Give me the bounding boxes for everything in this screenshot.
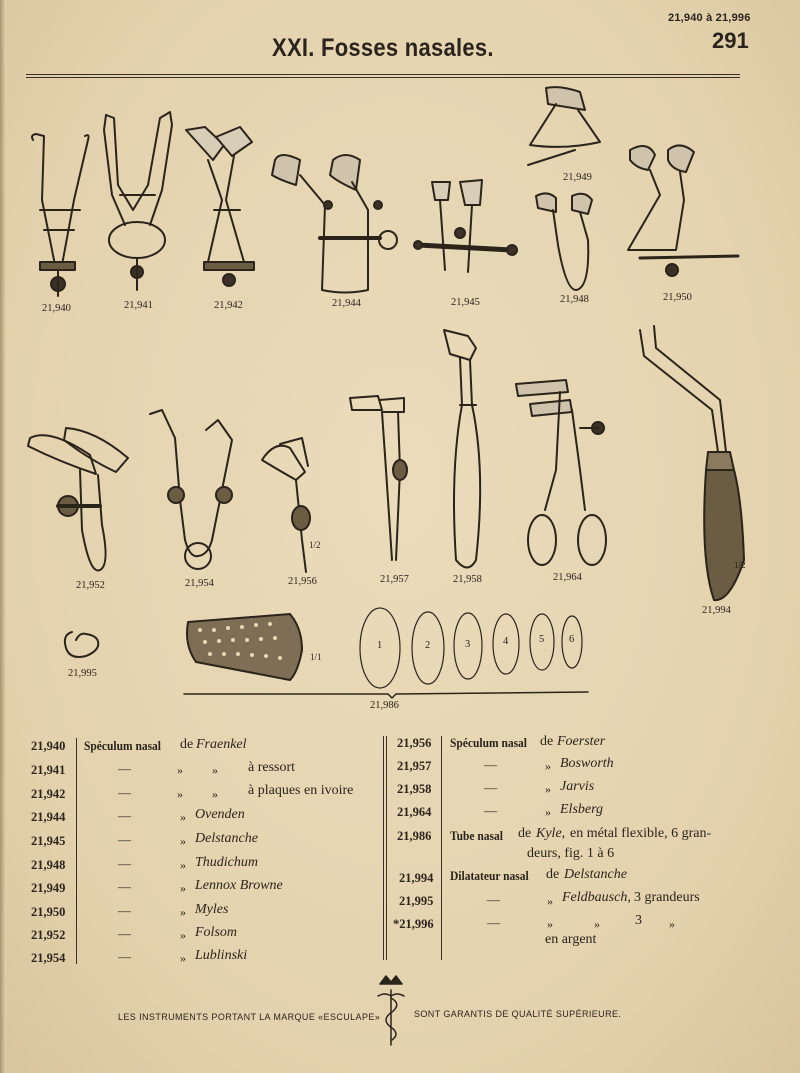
tube-size-number: 6 [569,634,575,645]
figure-label: 21,956 [288,576,317,587]
tube-kyle-drawing [187,614,302,680]
speculum-elsberg-drawing [516,380,606,565]
item-de: de [546,867,560,882]
speculum-myles-drawing [628,145,738,276]
ditto-dash: — [118,856,131,871]
item-maker: Feldbausch, [562,890,631,905]
column-rule [76,738,77,964]
ditto-mark: » [177,787,183,801]
figure-label: 21,941 [124,300,153,311]
speculum-ivory-drawing [186,127,254,286]
speculum-foerster-drawing [262,438,310,572]
speculum-thudichum-drawing [536,193,592,290]
item-number: 21,948 [31,858,66,872]
ditto-mark: » [594,917,600,931]
tube-size-outlines [360,608,582,688]
speculum-bosworth-drawing [350,396,407,560]
dilator-delstanche-drawing [640,326,744,600]
ditto-dash: — [487,915,500,930]
ditto-mark: » [547,917,553,931]
speculum-fraenkel-drawing [32,134,89,296]
speculum-ovenden-drawing [272,155,397,293]
item-extra: à ressort [248,760,296,775]
item-number: 21,941 [31,763,66,777]
ditto-mark: » [545,759,551,773]
tube-size-number: 1 [377,640,383,651]
ditto-dash: — [118,832,131,847]
ditto-dash: — [118,926,131,941]
ditto-mark: » [212,787,218,801]
tube-size-number: 5 [539,634,545,645]
item-number: 21,942 [31,787,66,801]
item-number: 21,958 [397,782,432,796]
column-rule [386,736,387,960]
dilator-feldbausch-drawing [65,632,98,657]
item-maker: Bosworth [560,756,614,771]
ditto-mark: » [180,881,186,895]
item-maker: Elsberg [560,802,604,817]
column-rule [441,736,442,960]
item-extra: 3 grandeurs [634,890,700,905]
item-number: 21,964 [397,805,432,819]
ditto-mark: » [547,894,553,908]
figure-label: 21,958 [453,574,482,585]
item-number: 21,952 [31,928,66,942]
figure-label: 21,994 [702,605,731,616]
footer-left: LES INSTRUMENTS PORTANT LA MARQUE «ESCULAPE» [118,1012,381,1022]
ditto-mark: » [180,810,186,824]
speculum-lublinski-drawing [150,410,232,569]
item-name: Dilatateur nasal [450,869,529,883]
tube-bracket [184,692,588,698]
item-extra: en argent [545,932,597,947]
column-rule [383,736,384,960]
figure-label: 21,995 [68,668,97,679]
figure-label: 21,944 [332,298,361,309]
figure-label: 21,942 [214,300,243,311]
item-number: *21,996 [393,917,434,931]
item-maker: Foerster [557,734,606,749]
figure-label: 21,952 [76,580,105,591]
item-extra: à plaques en ivoire [248,783,354,798]
item-maker: Fraenkel [196,737,247,752]
figure-label: 21,986 [370,700,399,711]
item-maker: Folsom [195,925,237,940]
ditto-mark: » [545,805,551,819]
tube-size-number: 4 [503,636,509,647]
item-maker: Kyle, [536,826,566,841]
scale-mark: 1/1 [310,652,322,662]
footer-right: SONT GARANTIS DE QUALITÉ SUPÉRIEURE. [414,1009,622,1019]
item-description: en métal flexible, 6 gran- [570,826,712,841]
figure-label: 21,948 [560,294,589,305]
speculum-folsom-drawing [28,428,128,571]
item-number: 21,940 [31,739,66,753]
ditto-dash: — [118,903,131,918]
ditto-mark: » [180,951,186,965]
item-maker: Delstanche [195,831,258,846]
item-number: 21,945 [31,834,66,848]
ditto-dash: — [484,780,497,795]
ditto-mark: » [212,763,218,777]
item-number: 21,986 [397,829,432,843]
figure-label: 21,950 [663,292,692,303]
item-number: 21,949 [31,881,66,895]
item-number: 21,954 [31,951,66,965]
figure-label: 21,940 [42,303,71,314]
ditto-dash: — [118,949,131,964]
speculum-delstanche-drawing [414,180,517,272]
item-de: de [540,734,554,749]
item-maker: Ovenden [195,807,245,822]
tube-size-number: 3 [465,639,471,650]
speculum-spring-drawing [104,112,172,290]
ditto-dash: — [118,808,131,823]
item-description-cont: deurs, fig. 1 à 6 [527,846,615,861]
esculape-emblem [378,976,404,1045]
item-de: de [180,737,194,752]
figure-label: 21,957 [380,574,409,585]
item-number: 21,994 [399,871,434,885]
item-maker: Lublinski [195,948,248,963]
page-title: XXI. Fosses nasales. [272,34,494,62]
item-number: 21,944 [31,810,66,824]
page-number: 291 [712,28,749,53]
ditto-mark: » [180,858,186,872]
ditto-dash: — [118,785,131,800]
figure-label: 21,945 [451,297,480,308]
item-range: 21,940 à 21,996 [668,12,751,24]
item-name: Spéculum nasal [450,736,528,750]
item-number: 21,957 [397,759,432,773]
ditto-dash: — [118,879,131,894]
item-maker: Lennox Browne [195,878,283,893]
ditto-dash: — [484,757,497,772]
speculum-jarvis-drawing [444,330,480,568]
item-name: Spéculum nasal [84,739,162,753]
ditto-dash: — [484,803,497,818]
item-de: de [518,826,532,841]
item-maker: Jarvis [560,779,595,794]
ditto-mark: » [180,928,186,942]
item-quantity: 3 [635,913,642,928]
ditto-mark: » [177,763,183,777]
ditto-dash: — [118,761,131,776]
figure-label: 21,954 [185,578,214,589]
scale-mark: 1/2 [309,540,321,550]
figure-label: 21,949 [563,172,592,183]
item-maker: Delstanche [564,867,627,882]
ditto-mark: » [669,917,675,931]
ditto-mark: » [180,905,186,919]
item-number: 21,950 [31,905,66,919]
speculum-lennox-browne-drawing [528,87,600,165]
ditto-mark: » [180,834,186,848]
figure-label: 21,964 [553,572,582,583]
ditto-dash: — [487,892,500,907]
item-maker: Myles [195,902,229,917]
scale-mark: 1/2 [734,560,746,570]
ditto-mark: » [545,782,551,796]
item-maker: Thudichum [195,855,258,870]
item-name: Tube nasal [450,829,503,843]
item-number: 21,956 [397,736,432,750]
tube-size-number: 2 [425,640,431,651]
item-number: 21,995 [399,894,434,908]
